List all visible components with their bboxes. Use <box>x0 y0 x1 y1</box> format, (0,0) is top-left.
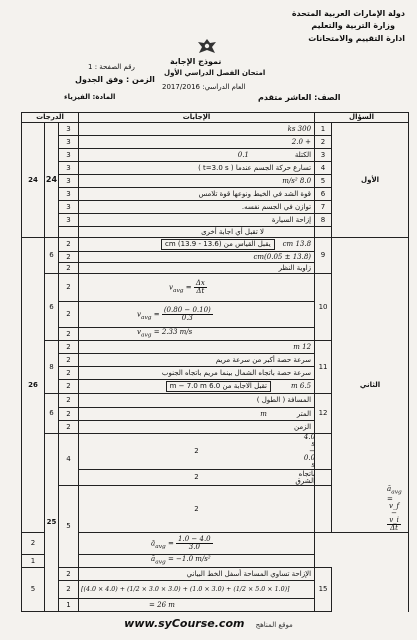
q14-lhs3-sub: avg <box>155 559 166 566</box>
q10-lhs: v <box>169 283 173 292</box>
footer-arabic: موقع المناهج <box>255 621 293 629</box>
q12-subtotal: 6 <box>45 394 59 434</box>
mark-q15-c: 1 <box>59 599 79 612</box>
mark-q11-d: 2 <box>59 380 79 394</box>
q10-lhs3: v <box>137 327 141 336</box>
ministry-name: وزارة التربية والتعليم <box>311 21 395 30</box>
answer-q7: توازن في الجسم نفسه. <box>79 201 315 214</box>
mark-q10-a: 2 <box>59 274 79 302</box>
exam-name: امتحان الفصل الدراسي الأول <box>164 69 266 77</box>
mark-q12-b: 2 <box>59 408 79 421</box>
answer-q2: + 2.0 <box>291 137 312 146</box>
section3-total: 25 <box>45 434 59 612</box>
q12-unit-name: المتر <box>296 409 312 418</box>
section1-total: 24 <box>22 123 45 238</box>
q14-f2-den: 3.0 <box>188 543 200 552</box>
mark-q13-a: 2 <box>79 434 315 470</box>
mark-q12-c: 2 <box>59 421 79 434</box>
mark-q15-a: 2 <box>59 568 79 581</box>
qnum-5: 5 <box>315 175 332 188</box>
mark-q3: 3 <box>59 149 79 162</box>
mark-q7: 3 <box>59 201 79 214</box>
q14-lhs2: ā <box>151 539 156 548</box>
q9-uncertainty: (13.8 ± 0.05)cm <box>253 252 312 261</box>
q14-lhs: ā <box>387 485 392 493</box>
mark-q10-b: 2 <box>59 302 79 328</box>
q14-f1-den: Δt <box>390 524 398 533</box>
qnum-7: 7 <box>315 201 332 214</box>
q10-lhs2: v <box>137 310 141 319</box>
q9-subtotal: 6 <box>45 238 59 274</box>
qnum-4: 4 <box>315 162 332 175</box>
answer-q6: قوة الشد في الخيط ونوعها قوة تلامس <box>79 188 315 201</box>
country-name: دولة الإمارات العربية المتحدة <box>291 9 405 18</box>
q13-interval: 4.0 s − 0.0 s <box>303 433 316 469</box>
q10-lhs2-sub: avg <box>141 314 152 321</box>
q12-quantity: المسافة ( الطول ) <box>79 394 315 408</box>
answer-q3-label: الكتلة <box>294 150 312 159</box>
q13-direction: باتجاه الشرق <box>315 470 332 486</box>
mark-q11-c: 2 <box>59 367 79 380</box>
answers-header: الإجابات <box>79 113 315 123</box>
q14-lhs3: ā <box>151 555 156 564</box>
mark-q1: 3 <box>59 123 79 136</box>
q13-subtotal: 4 <box>59 434 79 486</box>
q9-parallax: زاوية النظر <box>79 263 315 274</box>
mark-q11-b: 2 <box>59 354 79 367</box>
answer-q4: تسارع حركة الجسم عندما ( t=3.0 s ) <box>79 162 315 175</box>
q14-subtotal: 5 <box>59 486 79 568</box>
answer-q5: 8.0 m/s² <box>282 176 312 185</box>
mark-q11-a: 2 <box>59 341 79 354</box>
qnum-11: 11 <box>315 341 332 394</box>
q10-lhs3-sub: avg <box>141 332 152 339</box>
q9-value: 13.8 cm <box>282 240 312 248</box>
q11-accepted-range: تقبل الاجابة من 6.0 m − 7.0 m <box>166 381 271 392</box>
question-header: السؤال <box>315 113 409 123</box>
q14-f1-num: v_f − v_i <box>389 502 400 525</box>
answer-model-title: نموذج الإجابة <box>170 57 222 66</box>
q11-direction: سرعة حصة باتجاه الشمال بينما مريم باتجاه الجنوب <box>79 367 315 380</box>
qnum-15: 15 <box>315 568 332 612</box>
q10-lhs-sub: avg <box>173 287 184 294</box>
q10-f1-num: Δx <box>195 279 205 287</box>
section1-subtotal: 24 <box>45 123 59 238</box>
footer-site-link[interactable]: www.syCourse.com <box>124 617 245 630</box>
q14-lhs-sub: avg <box>391 489 402 496</box>
marks-header: الدرجات <box>22 113 79 123</box>
qnum-10: 10 <box>315 274 332 341</box>
grade-label: الصف: العاشر متقدم <box>258 93 341 102</box>
mark-q2: 3 <box>59 136 79 149</box>
q9-accepted-range: يقبل القياس من (13.6 - 13.9) cm <box>161 239 275 250</box>
mark-q9-c: 2 <box>59 263 79 274</box>
page-footer <box>0 612 417 640</box>
q14-f2-num: 1.0 − 4.0 <box>178 535 211 544</box>
document-header <box>0 0 417 112</box>
q11-distance: 12 m <box>293 342 312 351</box>
qnum-6: 6 <box>315 188 332 201</box>
subject-label: المادة: الفيزياء <box>64 93 116 101</box>
q10-f2-den: 0.3 <box>181 314 193 322</box>
page-number: رقم الصفحة : 1 <box>88 63 135 71</box>
mark-q9-a: 2 <box>59 238 79 252</box>
mark-q9-b: 2 <box>59 252 79 263</box>
mark-q6: 3 <box>59 188 79 201</box>
mark-q5: 3 <box>59 175 79 188</box>
qnum-12: 12 <box>315 394 332 434</box>
q15-area-rule: الإزاحة تساوي المساحة أسفل الخط البياني <box>79 568 315 581</box>
q10-f1-den: Δt <box>196 287 205 295</box>
answer-table: الدرجات الإجابات السؤال 24 24 3 300 ks 1 الأول 3 + 2.0 2 3 الكتلة0.1 3 3 تسارع حركة الجسم عندما ( t=3.0 s ) 4 3 8.0 m/s² 5 3 قوة الشد في الخيط ونوعها قوة تلامس 6 3 توازن في الجسم نفسه. 7 3 إزاحة السيارة 8 لا تقبل أي اجابة أخرى 26 6 2 13.8 cmيقبل القياس من (13.6 - 13.9) cm 9 الثاني 2 (13.8 ± 0.05)cm 2 زاوية النظر 6 2 $v_{avg}$ = $\frac{\Delta x}{\Delta t}$ 10 2 $v_{avg}$ = $\frac{(0.80 - 0.10)}{0.3}$ 2 $v_{avg} = 2.33$ m/s 8 2 12 m 11 2 سرعة حصة أكبر من سرعة مريم 2 سرعة حصة باتجاه الشمال بينما مريم باتجاه الجنوب 2 6.5 mتقبل الاجابة من 6.0 m − 7.0 m 6 2 المسافة ( الطول ) 12 2 المترm 2 الزمن 25 4 2 4.0 s − 0.0 s 2 باتجاه الشرق 5 2 $ā_{avg}$ = $\frac{v\_f - v\_i}{\Delta t}$ 2 $ā_{avg}$ = $\frac{1.0 - 4.0}{3.0}$ 1 $ā_{avg} = -1.0$ m/s² 5 2 الإزاحة تساوي المساحة أسفل الخط البياني 15 2 [(4.0 × 4.0) + (1/2 × 3.0 × 3.0) + (1.0 × 3.0) + (1/2 × 5.0 × 1.0)] 1 = 26 m <box>21 112 409 612</box>
q14-lhs2-sub: avg <box>155 544 166 551</box>
q11-value: 6.5 m <box>291 382 312 390</box>
q11-speed-compare: سرعة حصة أكبر من سرعة مريم <box>79 354 315 367</box>
qnum-1: 1 <box>315 123 332 136</box>
q10-subtotal: 6 <box>45 274 59 341</box>
q12-unit-symbol: m <box>260 409 267 418</box>
section2-total: 26 <box>22 238 45 533</box>
qnum-8: 8 <box>315 214 332 227</box>
answer-q3-value: 0.1 <box>237 150 249 159</box>
mark-q4: 3 <box>59 162 79 175</box>
section1-name: الأول <box>332 123 409 238</box>
answer-q8: إزاحة السيارة <box>79 214 315 227</box>
q15-result: = 26 m <box>79 599 315 612</box>
department-name: ادارة التقييم والامتحانات <box>308 34 405 43</box>
mark-q15-b: 2 <box>59 581 79 599</box>
q15-area-sum: [(4.0 × 4.0) + (1/2 × 3.0 × 3.0) + (1.0 × 3.0) + (1/2 × 5.0 × 1.0)] <box>79 581 315 599</box>
exam-time: الزمن : وفق الجدول <box>75 75 155 84</box>
mark-q14-b: 2 <box>22 533 45 555</box>
school-year: العام الدراسي: 2017/2016 <box>162 83 246 91</box>
mark-q13-b: 2 <box>79 470 315 486</box>
answer-q1: 300 ks <box>287 124 312 133</box>
qnum-3: 3 <box>315 149 332 162</box>
q15-subtotal: 5 <box>22 568 45 612</box>
q10-result: 2.33 m/s <box>161 327 193 336</box>
mark-q12-a: 2 <box>59 394 79 408</box>
section2-name: الثاني <box>332 238 409 533</box>
q10-f2-num: (0.80 − 0.10) <box>163 306 211 314</box>
emirates-emblem-icon <box>195 38 219 56</box>
mark-q8: 3 <box>59 214 79 227</box>
section1-note: لا تقبل أي اجابة أخرى <box>79 227 315 238</box>
qnum-2: 2 <box>315 136 332 149</box>
q14-result: −1.0 m/s² <box>176 555 211 564</box>
mark-q14-a: 2 <box>79 486 315 533</box>
q11-subtotal: 8 <box>45 341 59 394</box>
q12-time: الزمن <box>79 421 315 434</box>
mark-q14-c: 1 <box>22 555 45 568</box>
mark-q10-c: 2 <box>59 328 79 341</box>
qnum-9: 9 <box>315 238 332 274</box>
